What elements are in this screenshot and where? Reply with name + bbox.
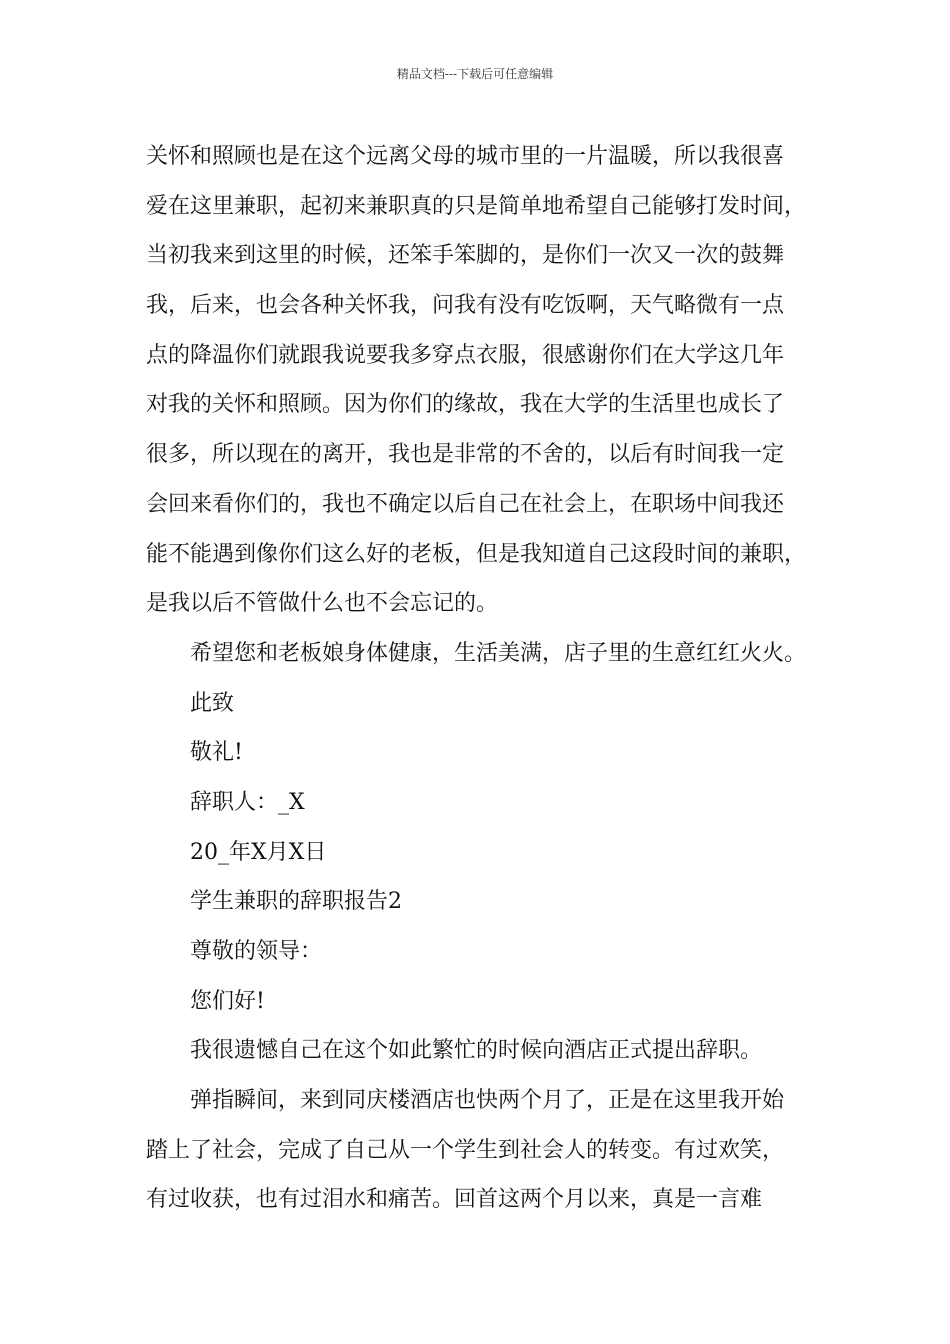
signer-line: 辞职人：_X [190, 789, 305, 815]
salutation: 尊敬的领导： [190, 939, 323, 964]
wish-line: 希望您和老板娘身体健康，生活美满，店子里的生意红红火火。 [190, 640, 807, 666]
text-line: 很多，所以现在的离开，我也是非常的不舍的，以后有时间我一定 [146, 442, 785, 468]
text-line: 会回来看你们的，我也不确定以后自己在社会上，在职场中间我还 [146, 491, 785, 517]
closing-cizhi: 此致 [190, 690, 235, 716]
second-letter [146, 877, 822, 1076]
text-line: 能不能遇到像你们这么好的老板，但是我知道自己这段时间的兼职， [146, 541, 807, 567]
paragraph-wish [146, 629, 822, 679]
letter-title: 学生兼职的辞职报告2 [190, 889, 402, 915]
greeting: 您们好! [190, 988, 265, 1014]
closing-jingli: 敬礼! [190, 740, 243, 766]
text-line: 当初我来到这里的时候，还笨手笨脚的，是你们一次又一次的鼓舞 [146, 243, 785, 269]
paragraph-reflection [146, 1076, 822, 1225]
text-line: 爱在这里兼职，起初来兼职真的只是简单地希望自己能够打发时间， [146, 193, 807, 219]
page-header: 精品文档---下载后可任意编辑 [396, 67, 554, 81]
text-line: 踏上了社会，完成了自己从一个学生到社会人的转变。有过欢笑， [146, 1137, 785, 1163]
paragraph-regret: 我很遗憾自己在这个如此繁忙的时候向酒店正式提出辞职。 [190, 1038, 763, 1064]
closing-block [146, 679, 822, 878]
text-line: 我，后来，也会各种关怀我，问我有没有吃饭啊，天气略微有一点 [146, 293, 785, 319]
text-line: 弹指瞬间，来到同庆楼酒店也快两个月了，正是在这里我开始 [190, 1088, 785, 1114]
text-line: 是我以后不管做什么也不会忘记的。 [146, 591, 499, 617]
date-line: 20_年X月X日 [190, 839, 327, 865]
text-line: 关怀和照顾也是在这个远离父母的城市里的一片温暖，所以我很喜 [146, 144, 785, 169]
text-line: 有过收获，也有过泪水和痛苦。回首这两个月以来，真是一言难 [146, 1187, 763, 1213]
text-line: 点的降温你们就跟我说要我多穿点衣服，很感谢你们在大学这几年 [146, 342, 785, 368]
text-line: 对我的关怀和照顾。因为你们的缘故，我在大学的生活里也成长了 [146, 392, 785, 418]
document-body [146, 132, 822, 1225]
paragraph-gratitude [146, 132, 822, 629]
